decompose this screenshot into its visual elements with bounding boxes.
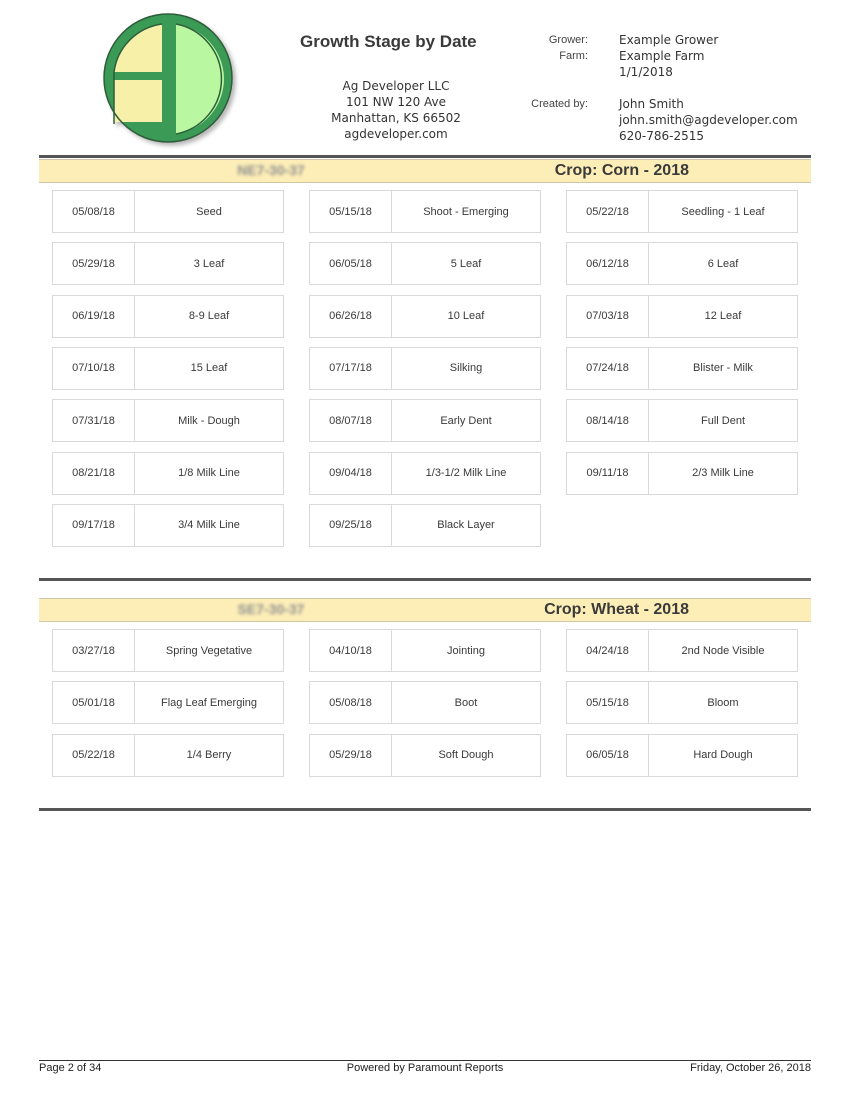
- stage-date: 06/05/18: [567, 735, 649, 776]
- stage-date: 08/07/18: [310, 400, 392, 441]
- stage-date: 06/05/18: [310, 243, 392, 284]
- stage-cell: [566, 734, 798, 777]
- stage-name: Milk - Dough: [178, 414, 240, 427]
- company-info: [318, 78, 474, 142]
- stage-name: Bloom: [707, 696, 739, 709]
- stage-cell: [566, 452, 798, 495]
- stage-cell: [309, 504, 541, 547]
- stage-name: 3 Leaf: [193, 257, 225, 270]
- stage-name: 3/4 Milk Line: [178, 519, 240, 532]
- crop-title: Crop: Corn - 2018: [554, 162, 689, 179]
- stage-name: 6 Leaf: [707, 257, 739, 270]
- created-by-label: Created by:: [531, 98, 588, 110]
- farm-value: Example Farm: [619, 49, 705, 63]
- stage-date: 08/21/18: [53, 453, 135, 494]
- stage-name: Seed: [196, 205, 222, 218]
- stage-date: 09/25/18: [310, 505, 392, 546]
- stage-cell: [309, 681, 541, 724]
- stage-date: 05/15/18: [567, 682, 649, 723]
- stage-name: Flag Leaf Emerging: [161, 696, 257, 709]
- stage-name: Soft Dough: [438, 749, 494, 762]
- stage-name: 1/4 Berry: [186, 749, 232, 762]
- report-date: 1/1/2018: [619, 65, 673, 79]
- stage-name: 5 Leaf: [450, 257, 482, 270]
- stage-cell: [52, 190, 284, 233]
- stage-date: 07/10/18: [53, 348, 135, 389]
- company-name: Ag Developer LLC: [342, 79, 450, 93]
- stage-date: 05/22/18: [53, 735, 135, 776]
- stage-name: Full Dent: [700, 414, 746, 427]
- field-name: NE7-30-37: [237, 162, 305, 178]
- stage-date: 09/17/18: [53, 505, 135, 546]
- stage-date: 05/22/18: [567, 191, 649, 232]
- stage-name: Seedling - 1 Leaf: [681, 205, 765, 218]
- stage-cell: [309, 452, 541, 495]
- stage-cell: [309, 629, 541, 672]
- stage-name: Shoot - Emerging: [423, 205, 509, 218]
- stage-cell: [566, 681, 798, 724]
- stage-cell: [52, 734, 284, 777]
- page-number: Page 2 of 34: [39, 1062, 102, 1074]
- section-divider: [39, 808, 811, 811]
- stage-cell: [566, 347, 798, 390]
- stage-name: 8-9 Leaf: [188, 310, 230, 323]
- stage-date: 09/04/18: [310, 453, 392, 494]
- stage-name: Silking: [449, 362, 483, 375]
- stage-date: 05/29/18: [53, 243, 135, 284]
- creator-name: John Smith: [619, 97, 684, 111]
- farm-label: Farm:: [559, 50, 588, 62]
- field-name: SE7-30-37: [237, 601, 305, 617]
- stage-name: 1/3-1/2 Milk Line: [425, 467, 507, 479]
- stage-name: 1/8 Milk Line: [178, 467, 240, 479]
- stage-name: 10 Leaf: [447, 310, 485, 323]
- stage-name: 12 Leaf: [704, 310, 742, 323]
- section-header-corn: [39, 159, 811, 183]
- stage-cell: [566, 295, 798, 338]
- report-title: Growth Stage by Date: [300, 32, 477, 51]
- stage-cell: [566, 399, 798, 442]
- stage-cell: [309, 295, 541, 338]
- stage-cell: [309, 242, 541, 285]
- stage-date: 08/14/18: [567, 400, 649, 441]
- stage-date: 06/26/18: [310, 296, 392, 337]
- stage-date: 07/24/18: [567, 348, 649, 389]
- company-website: agdeveloper.com: [344, 127, 448, 141]
- stage-date: 04/10/18: [310, 630, 392, 671]
- company-logo: [100, 12, 240, 150]
- stage-date: 05/08/18: [310, 682, 392, 723]
- stage-cell: [52, 295, 284, 338]
- printed-date: Friday, October 26, 2018: [690, 1062, 811, 1074]
- stage-name: Boot: [454, 696, 478, 709]
- stage-name: Hard Dough: [693, 749, 753, 762]
- stage-date: 05/01/18: [53, 682, 135, 723]
- stage-cell: [309, 190, 541, 233]
- stage-name: 2nd Node Visible: [681, 644, 765, 657]
- grower-value: Example Grower: [619, 33, 719, 47]
- stage-cell: [52, 452, 284, 495]
- stage-date: 07/31/18: [53, 400, 135, 441]
- stage-date: 04/24/18: [567, 630, 649, 671]
- company-address: 101 NW 120 Ave: [345, 95, 447, 109]
- stage-date: 05/15/18: [310, 191, 392, 232]
- stage-name: Jointing: [447, 644, 485, 657]
- stage-date: 05/29/18: [310, 735, 392, 776]
- stage-cell: [52, 629, 284, 672]
- stage-cell: [52, 242, 284, 285]
- stage-date: 05/08/18: [53, 191, 135, 232]
- stage-name: 15 Leaf: [190, 362, 228, 375]
- stage-cell: [566, 190, 798, 233]
- stage-cell: [52, 504, 284, 547]
- section-divider: [39, 578, 811, 581]
- stage-date: 03/27/18: [53, 630, 135, 671]
- stage-cell: [52, 399, 284, 442]
- stage-cell: [566, 242, 798, 285]
- stage-cell: [309, 347, 541, 390]
- stage-cell: [52, 347, 284, 390]
- stage-name: Blister - Milk: [693, 362, 753, 375]
- crop-title: Crop: Wheat - 2018: [544, 601, 689, 618]
- grower-label: Grower:: [548, 34, 588, 46]
- stage-date: 07/17/18: [310, 348, 392, 389]
- stage-date: 07/03/18: [567, 296, 649, 337]
- stage-date: 06/12/18: [567, 243, 649, 284]
- stage-name: Spring Vegetative: [165, 644, 253, 657]
- company-city: Manhattan, KS 66502: [331, 111, 461, 125]
- powered-by: Powered by Paramount Reports: [346, 1062, 504, 1074]
- stage-name: Early Dent: [440, 414, 492, 427]
- creator-email: john.smith@agdeveloper.com: [619, 113, 798, 127]
- stage-name: 2/3 Milk Line: [692, 467, 754, 479]
- footer-rule: [39, 1060, 811, 1061]
- stage-cell: [309, 399, 541, 442]
- stage-cell: [52, 681, 284, 724]
- section-divider: [39, 155, 811, 158]
- stage-date: 09/11/18: [567, 453, 649, 494]
- stage-date: 06/19/18: [53, 296, 135, 337]
- stage-cell: [566, 629, 798, 672]
- stage-name: Black Layer: [437, 519, 495, 532]
- creator-phone: 620-786-2515: [619, 129, 705, 143]
- stage-cell: [309, 734, 541, 777]
- section-header-wheat: [39, 598, 811, 622]
